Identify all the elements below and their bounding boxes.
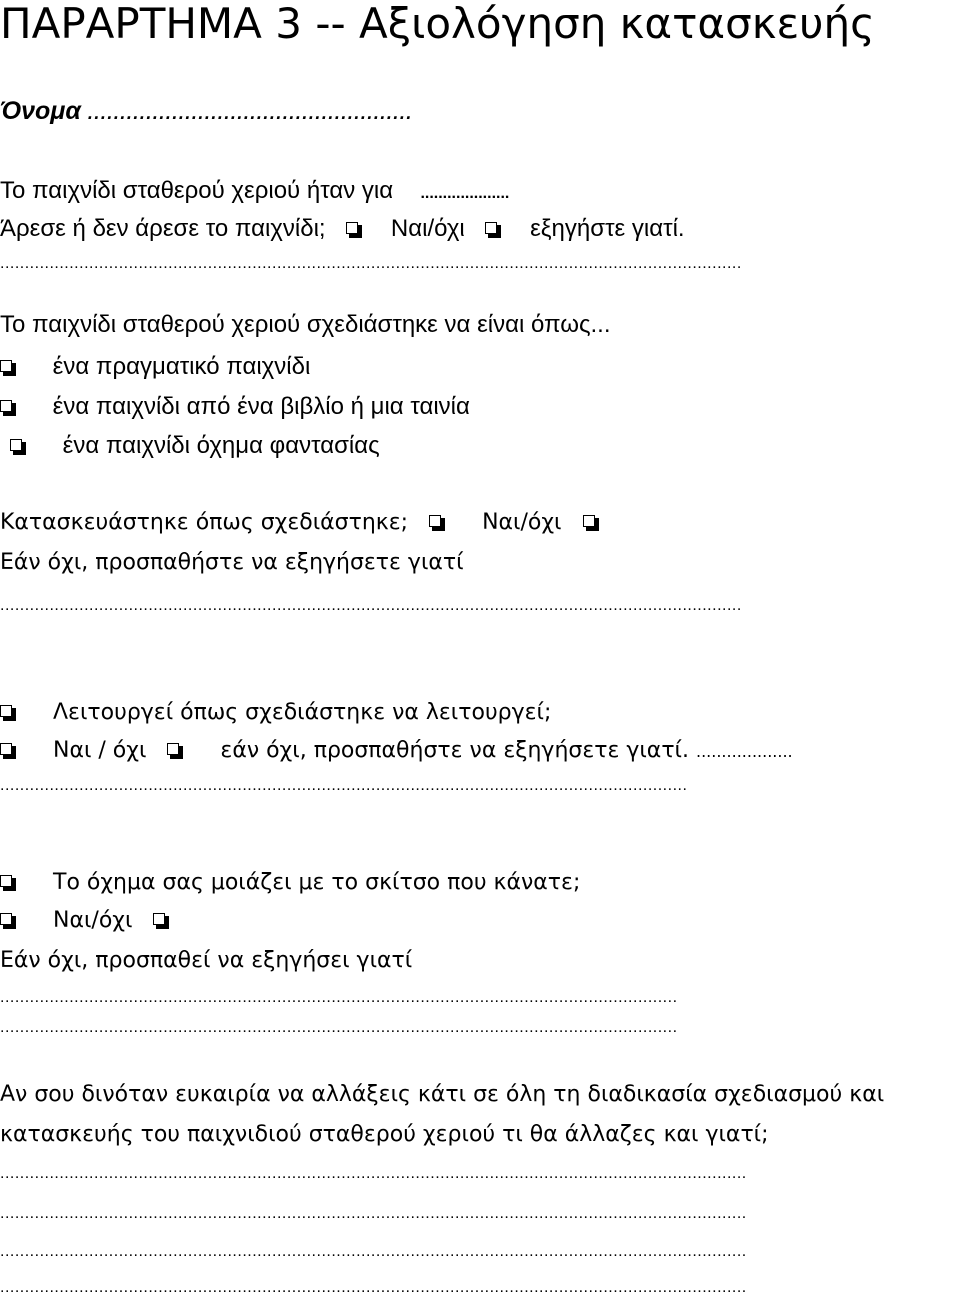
q1-explain: εξηγήστε γιατί. (530, 215, 685, 242)
q5-line (0, 868, 580, 898)
q3-explain: Εάν όχι, προσπαθήστε να εξηγήσετε γιατί (0, 550, 464, 575)
q4-options (0, 736, 793, 766)
q5-answer-line-2[interactable]: ......................................................................................................................................... (0, 1020, 678, 1036)
q2-option-2 (0, 392, 470, 422)
q4-line (0, 698, 551, 728)
q1-text: Το παιχνίδι σταθερού χεριού ήταν για (0, 177, 394, 204)
q5-question: Το όχημα σας μοιάζει με το σκίτσο που κάνατε; (53, 870, 581, 895)
q6-answer-line-4[interactable]: ....................................................................................................................................................... (0, 1280, 747, 1296)
name-row (0, 96, 413, 126)
q6-answer-line-2[interactable]: ....................................................................................................................................................... (0, 1206, 747, 1222)
q1-line1 (0, 176, 509, 206)
q3-answer-line[interactable]: ...................................................................................................................................................... (0, 598, 742, 614)
checkbox-icon[interactable] (167, 743, 183, 759)
checkbox-icon[interactable] (0, 705, 16, 721)
page-title: ΠΑΡΑΡΤΗΜΑ 3 -- Αξιολόγηση κατασκευής (0, 0, 875, 48)
q3-question: Κατασκευάστηκε όπως σχεδιάστηκε; (0, 510, 409, 535)
q2-option-label: ένα παιχνίδι από ένα βιβλίο ή μια ταινία (52, 393, 470, 420)
checkbox-icon[interactable] (346, 222, 362, 238)
q2-option-label: ένα παιχνίδι όχημα φαντασίας (62, 432, 380, 459)
checkbox-icon[interactable] (153, 913, 169, 929)
q2-option-3 (10, 431, 380, 461)
q2-question: Το παιχνίδι σταθερού χεριού σχεδιάστηκε να είναι όπως... (0, 311, 611, 338)
q6-line2: κατασκευής του παιχνιδιού σταθερού χεριού τι θα άλλαζες και γιατί; (0, 1122, 769, 1147)
q1-like-question: Άρεσε ή δεν άρεσε το παιχνίδι; (0, 215, 326, 242)
q4-yes-no: Ναι / όχι (53, 738, 147, 763)
q5-options (0, 906, 169, 936)
checkbox-icon[interactable] (583, 515, 599, 531)
q4-question: Λειτουργεί όπως σχεδιάστηκε να λειτουργεί; (53, 700, 552, 725)
checkbox-icon[interactable] (0, 913, 16, 929)
checkbox-icon[interactable] (0, 400, 16, 416)
q2-option-label: ένα πραγματικό παιχνίδι (52, 353, 311, 380)
q5-explain: Εάν όχι, προσπαθεί να εξηγήσει γιατί (0, 948, 413, 973)
q4-explain-dots[interactable]: ................... (696, 742, 793, 761)
q1-answer-line[interactable]: ...................................................................................................................................................... (0, 256, 742, 272)
name-dots: .................................................. (87, 103, 413, 123)
checkbox-icon[interactable] (485, 222, 501, 238)
q5-answer-line-1[interactable]: ......................................................................................................................................... (0, 990, 678, 1006)
checkbox-icon[interactable] (10, 439, 26, 455)
q4-explain: εάν όχι, προσπαθήστε να εξηγήσετε γιατί. (220, 738, 689, 763)
checkbox-icon[interactable] (0, 875, 16, 891)
q6-answer-line-1[interactable]: ....................................................................................................................................................... (0, 1166, 747, 1182)
q4-answer-line[interactable]: ........................................................................................................................................... (0, 778, 688, 794)
q1-line2 (0, 214, 685, 244)
name-label: Όνομα (0, 97, 81, 125)
checkbox-icon[interactable] (429, 515, 445, 531)
q5-yes-no: Ναι/όχι (53, 908, 133, 933)
q1-yes-no: Ναι/όχι (390, 215, 465, 242)
q3-line (0, 508, 599, 538)
checkbox-icon[interactable] (0, 360, 16, 376)
checkbox-icon[interactable] (0, 743, 16, 759)
q6-line1: Αν σου δινόταν ευκαιρία να αλλάξεις κάτι σε όλη τη διαδικασία σχεδιασμού και (0, 1082, 885, 1107)
q1-dots: .................... (420, 185, 510, 202)
q2-option-1 (0, 352, 310, 382)
q6-answer-line-3[interactable]: ....................................................................................................................................................... (0, 1244, 747, 1260)
q3-yes-no: Ναι/όχι (482, 510, 562, 535)
